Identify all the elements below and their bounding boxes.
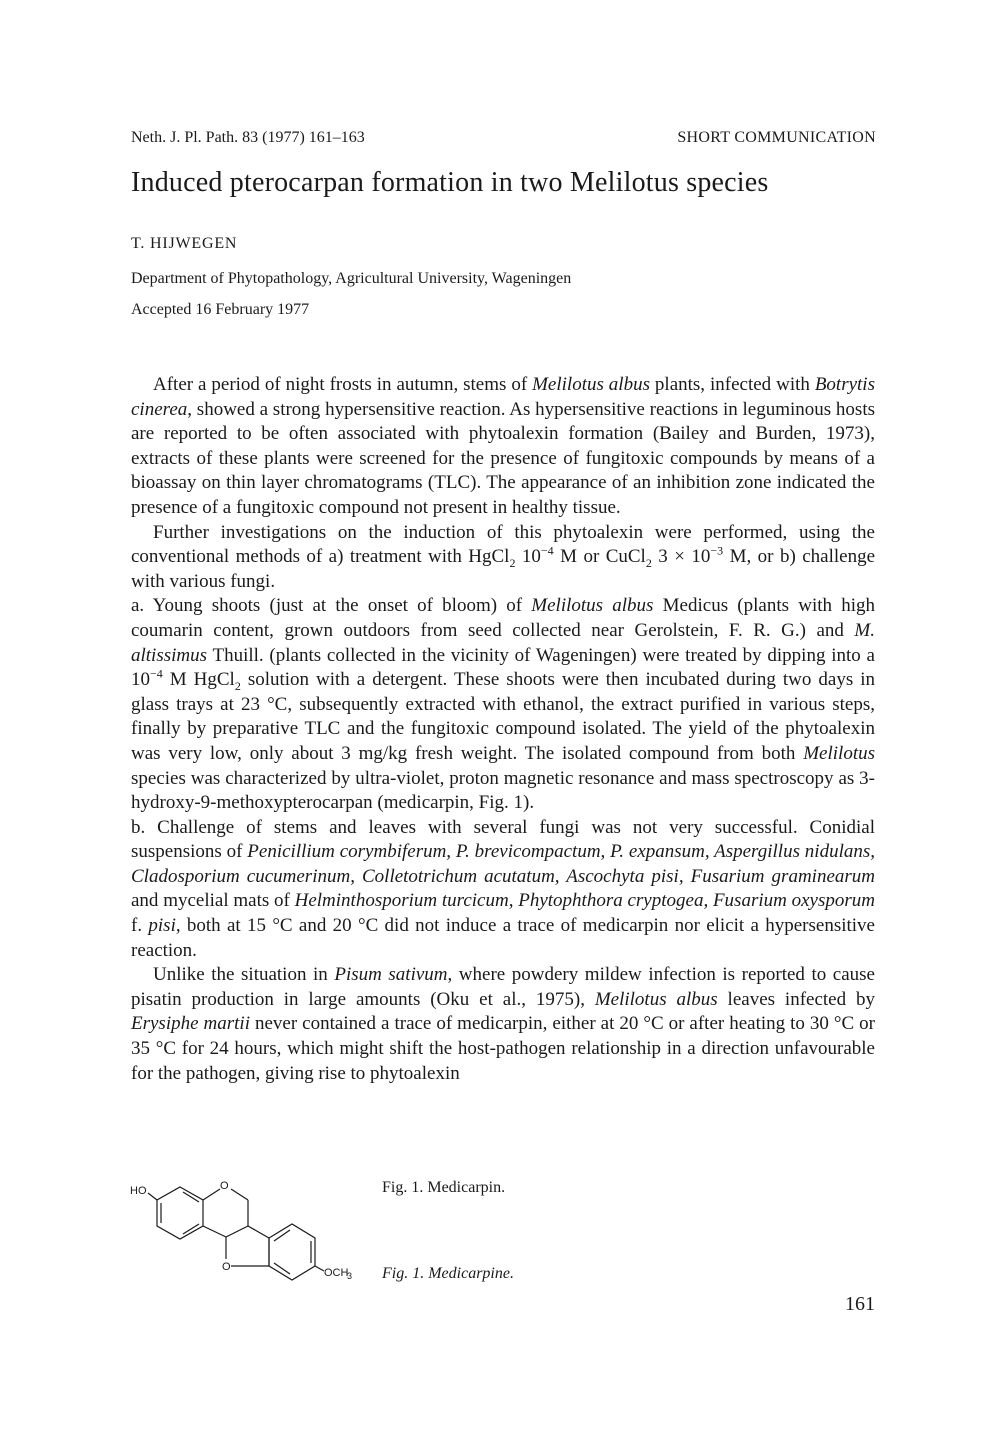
superscript-run: −3 (710, 543, 724, 558)
article-title: Induced pterocarpan formation in two Melilotus species (131, 167, 769, 198)
italic-run: Melilotus albus (531, 595, 654, 617)
superscript-run: −4 (540, 543, 554, 558)
text-run: a. Young shoots (just at the onset of bloom) of (131, 595, 532, 617)
text-run: Thuill. (plants collected in the vicinity of Wageningen) were treated by dipping into a 10 (131, 644, 875, 691)
figure-caption-french: Fig. 1. Medicarpine. (382, 1265, 514, 1282)
text-run: b. Challenge of stems and leaves with several fungi was not very successful. Conidial suspensions of (131, 816, 875, 863)
figure-caption-english: Fig. 1. Medicarpin. (382, 1179, 506, 1196)
text-run: M or CuCl (553, 546, 646, 568)
text-run: plants, infected with (649, 374, 815, 395)
och3-subscript: 3 (347, 1271, 353, 1281)
text-run: 3 × 10 (651, 546, 711, 568)
text-run: , where powdery mildew infection is reported to cause pisatin production in large amounts (Oku et al., 1975), (131, 964, 875, 1010)
text-run: , both at 15 °C and 20 °C did not induce a trace of medicarpin nor elicit a hypersensitive reaction. (131, 915, 875, 961)
och3-label: OCH (324, 1267, 349, 1279)
paragraph-5 (131, 963, 875, 1086)
italic-run: Pisum sativum (334, 964, 448, 986)
text-run: , showed a strong hypersensitive reaction. As hypersensitive reactions in leguminous hosts are reported to be often associated with phytoalexin formation (Bailey and Burden, 1973), extracts of these plants were screened for the presence of fungitoxic compounds by means of a bioassay on thin layer chromatograms (TLC). The appearance of an inhibition zone indicated the presence of a fungitoxic compound not present in healthy tissue. (131, 398, 875, 518)
subscript-run: 2 (234, 678, 241, 693)
text-run: Unlike the situation in (153, 964, 335, 986)
page-number: 161 (845, 1293, 875, 1315)
text-run: solution with a detergent. These shoots were then incubated during two days in glass trays at 23 °C, subsequently extracted with ethanol, the extract purified in various steps, finally by preparative TLC and the fungitoxic compound isolated. The yield of the phytoalexin was very low, only about 3 mg/kg fresh weight. The isolated compound from both (131, 669, 875, 764)
text-run: never contained a trace of medicarpin, either at 20 °C or after heating to 30 °C or 35 °C for 24 hours, which might shift the host-pathogen relationship in a direction unfavourable for the pathogen, giving rise to phytoalexin (131, 1013, 876, 1084)
subscript-run: 2 (509, 555, 516, 570)
paragraph-1 (131, 373, 875, 521)
superscript-run: −4 (150, 666, 163, 681)
italic-run: Helminthosporium turcicum, Phytophthora cryptogea, Fusarium oxysporum (294, 890, 875, 912)
journal-reference: Neth. J. Pl. Path. 83 (1977) 161–163 (131, 129, 365, 146)
ring-oxygen-label-top: O (220, 1180, 229, 1192)
italic-run: M. altissimus (131, 619, 875, 666)
text-run: M, or b) challenge with various fungi. (131, 546, 875, 592)
article-body (131, 373, 875, 1086)
paragraph-4 (131, 816, 875, 964)
italic-run: Melilotus (803, 742, 875, 764)
author-name: T. HIJWEGEN (131, 235, 238, 252)
text-run: After a period of night frosts in autumn, stems of (153, 374, 533, 395)
ho-label: HO (130, 1185, 147, 1197)
italic-run: Penicillium corymbiferum, P. brevicompactum, P. expansum, Aspergillus nidulans, Cladosporium cucumerinum, Colletotrichum acutatum, Ascochyta pisi, Fusarium graminearum (131, 841, 875, 887)
text-run: species was characterized by ultra-violet, proton magnetic resonance and mass spectroscopy as 3-hydroxy-9-methoxypterocarpan (medicarpin, Fig. 1). (131, 767, 875, 814)
accepted-date: Accepted 16 February 1977 (131, 301, 310, 318)
italic-run: Melilotus albus (594, 988, 718, 1010)
italic-run: Erysiphe martii (131, 1013, 250, 1035)
subscript-run: 2 (645, 555, 652, 570)
text-run: M HgCl (162, 669, 235, 691)
medicarpin-structure-diagram (128, 1173, 358, 1288)
paragraph-2 (131, 521, 875, 595)
text-run: Medicus (plants with high coumarin content, grown outdoors from seed collected near Gerolstein, F. R. G.) and (131, 595, 875, 641)
text-run: f. (131, 915, 149, 937)
italic-run: Melilotus albus (532, 374, 650, 395)
text-run: 10 (515, 546, 541, 568)
text-run: Further investigations on the induction of this phytoalexin were performed, using the conventional methods of a) treatment with HgCl (131, 521, 875, 568)
italic-run: pisi (148, 915, 176, 937)
italic-run: Botrytis cinerea (131, 374, 875, 420)
author-affiliation: Department of Phytopathology, Agricultural University, Wageningen (131, 270, 572, 287)
section-label: SHORT COMMUNICATION (677, 129, 876, 146)
ring-oxygen-label-bottom: O (222, 1261, 231, 1273)
text-run: leaves infected by (717, 988, 875, 1010)
text-run: and mycelial mats of (131, 890, 295, 912)
paragraph-3 (131, 594, 875, 815)
